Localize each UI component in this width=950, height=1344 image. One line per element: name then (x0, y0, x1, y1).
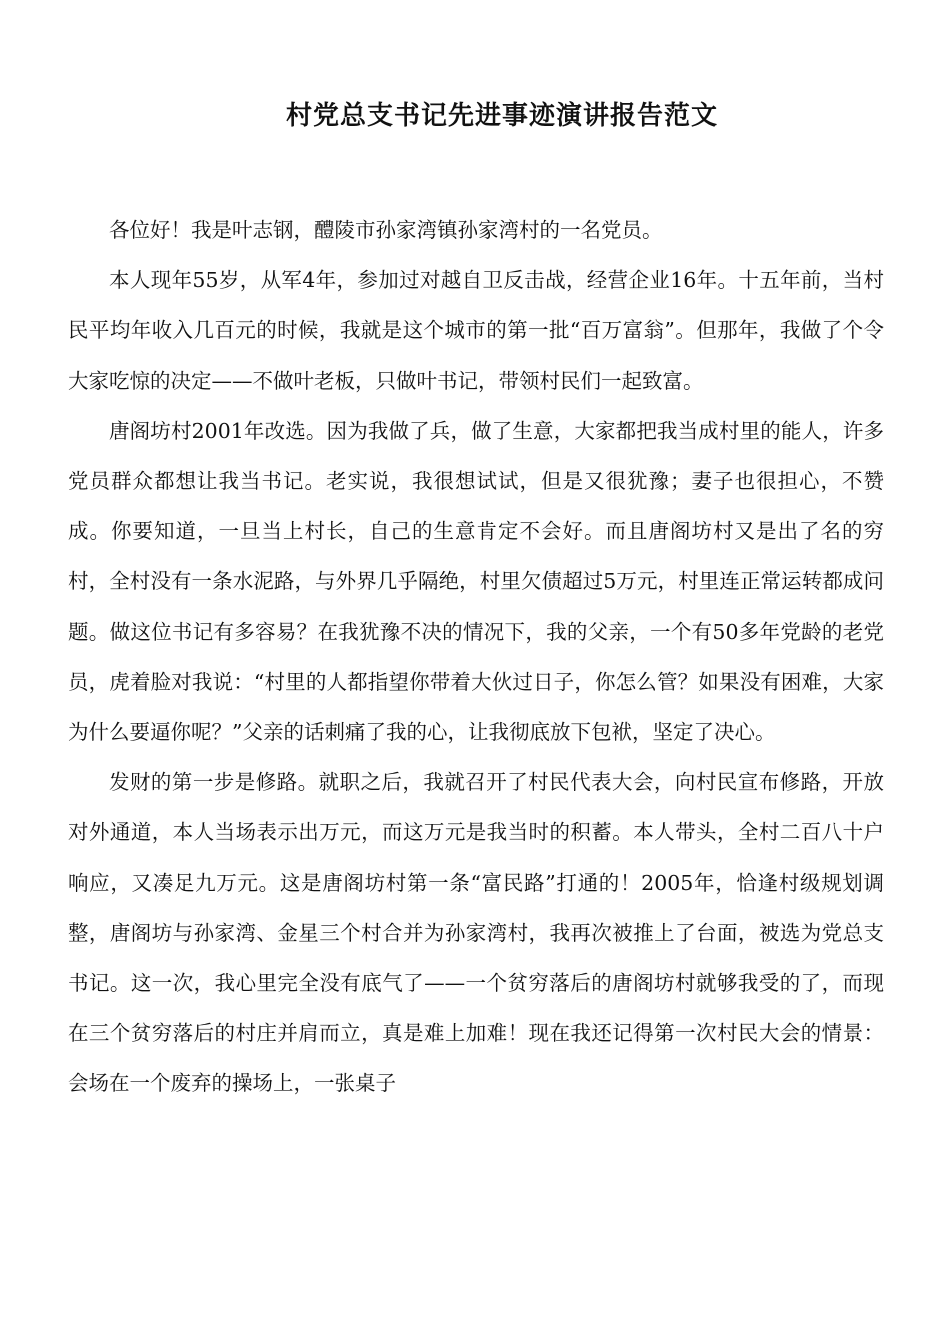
paragraph-greeting: 各位好！我是叶志钢，醴陵市孙家湾镇孙家湾村的一名党员。 (109, 218, 663, 242)
paragraph-election: 唐阁坊村2001年改选。因为我做了兵，做了生意，大家都把我当成村里的能人，许多党员群众都想让我当书记。老实说，我很想试试，但是又很犹豫；妻子也很担心，不赞成。你要知道，一旦当上村长，自己的生意肯定不会好。而且唐阁坊村又是出了名的穷村，全村没有一条水泥路，与外界几乎隔绝，村里欠债超过5万元，村里连正常运转都成问题。做这位书记有多容易？在我犹豫不决的情况下，我的父亲，一个有50多年党龄的老党员，虎着脸对我说：“村里的人都指望你带着大伙过日子，你怎么管？如果没有困难，大家为什么要逼你呢？”父亲的话刺痛了我的心，让我彻底放下包袱，坚定了决心。 (68, 418, 884, 745)
paragraph-background: 本人现年55岁，从军4年，参加过对越自卫反击战，经营企业16年。十五年前，当村民平均年收入几百元的时候，我就是这个城市的第一批“百万富翁”。但那年，我做了个令大家吃惊的决定——不做叶老板，只做叶书记，带领村民们一起致富。 (68, 268, 884, 393)
document-title: 村党总支书记先进事迹演讲报告范文 (285, 101, 718, 131)
paragraph-road-building: 发财的第一步是修路。就职之后，我就召开了村民代表大会，向村民宣布修路，开放对外通道，本人当场表示出万元，而这万元是我当时的积蓄。本人带头，全村二百八十户响应，又凑足九万元。这是唐阁坊村第一条“富民路”打通的！2005年，恰逢村级规划调整，唐阁坊与孙家湾、金星三个村合并为孙家湾村，我再次被推上了台面，被选为党总支书记。这一次，我心里完全没有底气了——一个贫穷落后的唐阁坊村就够我受的了，而现在三个贫穷落后的村庄并肩而立，真是难上加难！现在我还记得第一次村民大会的情景：会场在一个废弃的操场上，一张桌子 (68, 770, 884, 1096)
document-body (68, 205, 884, 1109)
